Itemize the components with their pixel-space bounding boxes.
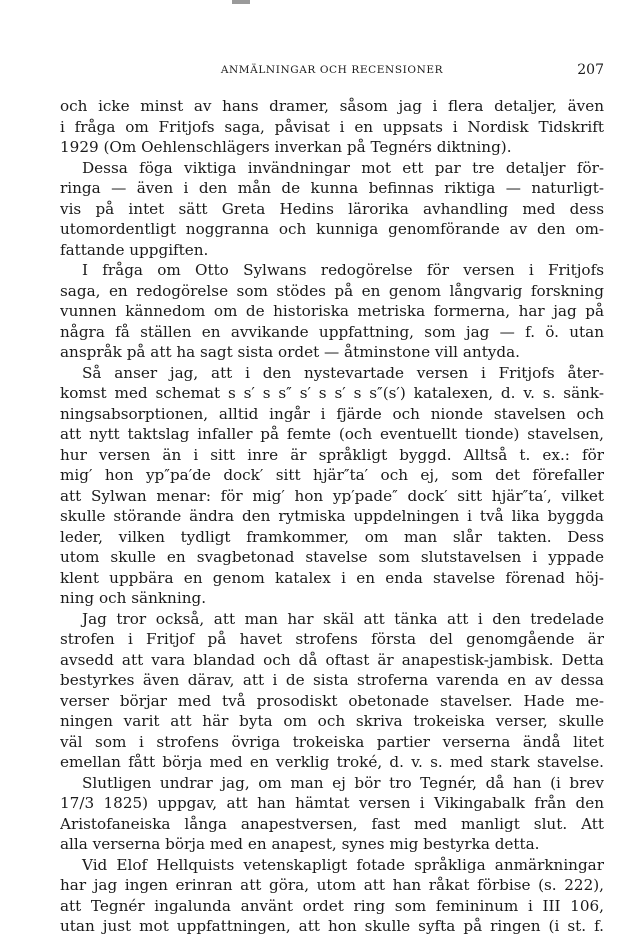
text-line: i fråga om Fritjofs saga, påvisat i en uppsats i Nordisk Tidskrift xyxy=(60,117,604,136)
text-line: Aristofaneiska långa anapestversen, fast med manligt slut. Att xyxy=(60,814,604,833)
text-line: ningsabsorptionen, alltid ingår i fjärde och nionde stavelsen och xyxy=(60,404,604,423)
text-line: mig′ hon yp″pa′de dock′ sitt hjär″ta′ och ej, som det förefaller xyxy=(60,466,604,484)
text-line: saga, en redogörelse som stödes på en genom långvarig forskning xyxy=(60,281,604,300)
page-number: 207 xyxy=(577,62,604,78)
text-line: utomordentligt noggranna och kunniga genomförande av den om- xyxy=(60,220,604,238)
text-line: 1929 (Om Oehlenschlägers inverkan på Tegnérs diktning). xyxy=(60,138,512,156)
text-line: komst med schemat s s′ s s″ s′ s s′ s s″(s′) katalexen, d. v. s. sänk- xyxy=(60,384,604,402)
text-line: några få ställen en avvikande uppfattning, som jag — f. ö. utan xyxy=(60,322,604,341)
text-line: strofen i Fritjof på havet strofens första del genomgående är xyxy=(60,630,604,648)
running-title: ANMÄLNINGAR OCH RECENSIONER xyxy=(220,64,444,76)
text-line: leder, vilken tydligt framkommer, om man slår takten. Dess xyxy=(60,527,604,546)
running-header xyxy=(60,62,604,80)
text-line: har jag ingen erinran att göra, utom att han råkat förbise (s. 222), xyxy=(60,876,604,894)
text-line: utan just mot uppfattningen, att hon skulle syfta på ringen (i st. f. xyxy=(60,917,604,935)
text-line: fattande uppgiften. xyxy=(60,240,209,259)
text-line: I fråga om Otto Sylwans redogörelse för versen i Fritjofs xyxy=(82,261,604,279)
text-line: Slutligen undrar jag, om man ej bör tro Tegnér, då han (i brev xyxy=(82,773,604,792)
text-line: utom skulle en svagbetonad stavelse som slutstavelsen i yppade xyxy=(60,548,604,566)
text-line: emellan fått börja med en verklig troké, d. v. s. med stark stavelse. xyxy=(60,753,604,771)
body-text xyxy=(60,96,604,937)
text-line: och icke minst av hans dramer, såsom jag i flera detaljer, även xyxy=(60,97,604,115)
text-line: skulle störande ändra den rytmiska uppdelningen i två lika byggda xyxy=(60,507,604,525)
text-line: klent uppbära en genom katalex i en enda stavelse förenad höj- xyxy=(60,568,604,587)
text-line: att Sylwan menar: för mig′ hon yp′pade″ dock′ sitt hjär″ta′, vilket xyxy=(60,486,604,505)
text-line: ningen varit att här byta om och skriva trokeiska verser, skulle xyxy=(60,712,604,730)
text-line: Dessa föga viktiga invändningar mot ett par tre detaljer för- xyxy=(82,158,604,177)
text-line: Jag tror också, att man har skäl att tänka att i den tredelade xyxy=(82,609,604,628)
text-line: avsedd att vara blandad och då oftast är anapestisk-jambisk. Detta xyxy=(60,650,604,669)
text-line: bestyrkes även därav, att i de sista stroferna varenda en av dessa xyxy=(60,671,604,689)
text-line: verser börjar med två prosodiskt obetonade stavelser. Hade me- xyxy=(60,691,604,710)
text-line: alla verserna börja med en anapest, synes mig bestyrka detta. xyxy=(60,835,540,853)
text-line: ringa — även i den mån de kunna befinnas riktiga — naturligt- xyxy=(60,179,604,197)
text-line: vunnen kännedom om de historiska metriska formerna, har jag på xyxy=(60,302,604,320)
text-line: vis på intet sätt Greta Hedins lärorika avhandling med dess xyxy=(60,199,604,218)
scan-artifact xyxy=(232,0,250,4)
text-line: Så anser jag, att i den nystevartade versen i Fritjofs åter- xyxy=(82,363,604,382)
text-line: 17/3 1825) uppgav, att han hämtat versen i Vikingabalk från den xyxy=(60,794,604,812)
text-line: väl som i strofens övriga trokeiska partier verserna ändå litet xyxy=(60,732,604,751)
text-line: Vid Elof Hellquists vetenskapligt fotade språkliga anmärkningar xyxy=(82,855,604,874)
text-line: att Tegnér ingalunda använt ordet ring som femininum i III 106, xyxy=(60,896,604,915)
text-line: anspråk på att ha sagt sista ordet — åtminstone vill antyda. xyxy=(60,343,520,361)
text-line: ning och sänkning. xyxy=(60,589,207,607)
text-line: att nytt taktslag infaller på femte (och eventuellt tionde) stavelsen, xyxy=(60,425,604,443)
text-line: hur versen än i sitt inre är språkligt byggd. Alltså t. ex.: för xyxy=(60,445,604,464)
